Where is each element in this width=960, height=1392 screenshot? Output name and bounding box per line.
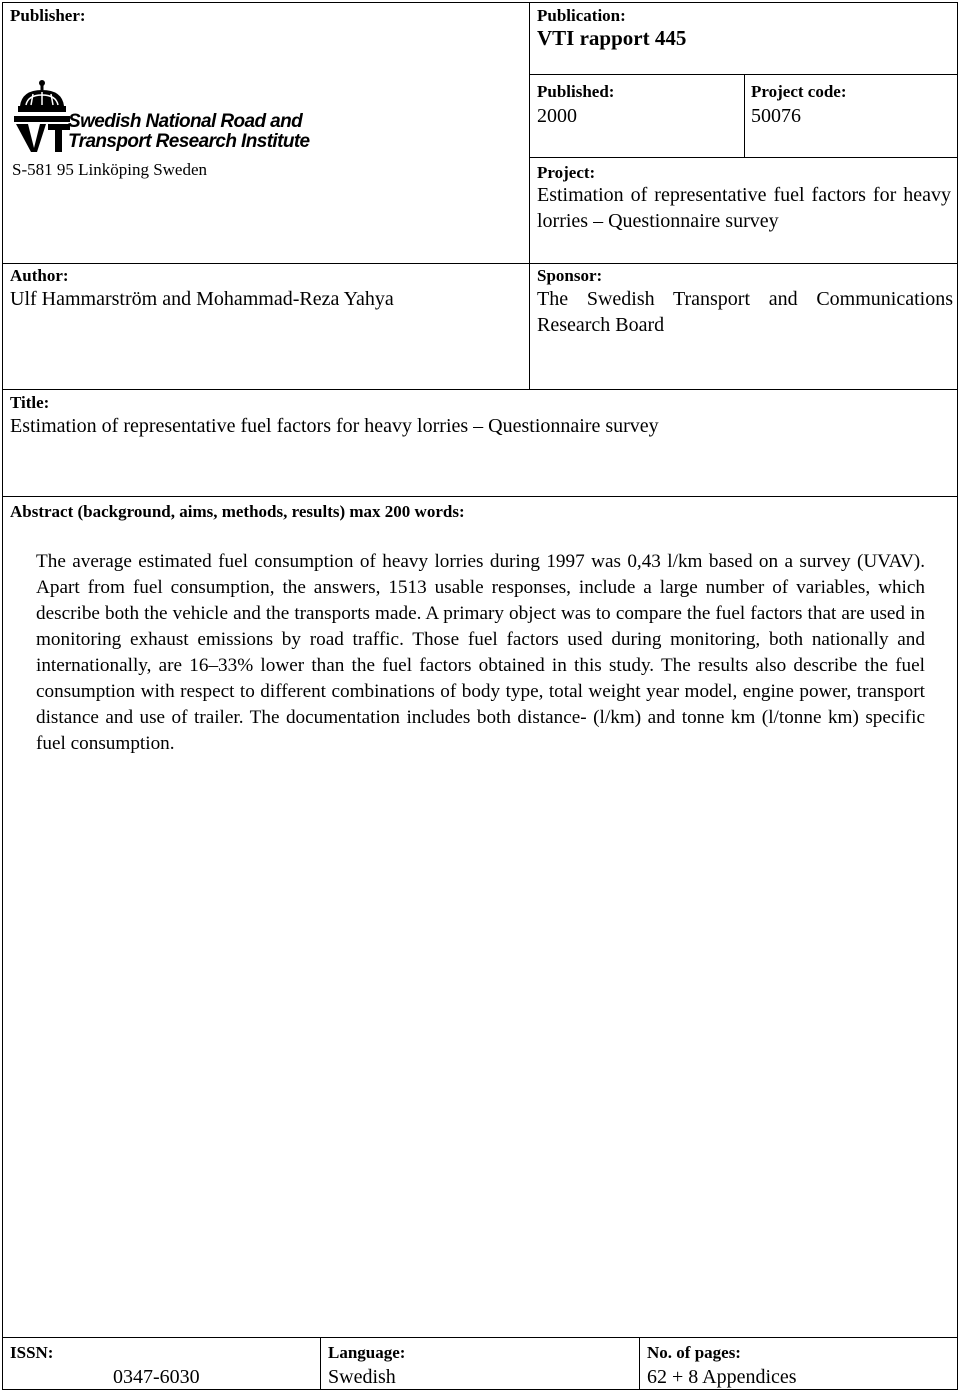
project-value: Estimation of representative fuel factors for heavy lorries – Questionnaire survey	[537, 184, 951, 232]
abstract-text: The average estimated fuel consumption of heavy lorries during 1997 was 0,43 l/km based on a survey (UVAV). Apart from fuel consumption, the answers, 1513 usable responses, include a large number of variables, which describe both the vehicle and the transports made. A primary object was to compare the fuel factors that are used in monitoring exhaust emissions by road traffic. Those fuel factors used during monitoring, both nationally and internationally, are 16–33% lower than the fuel factors obtained in this study. The results also describe the fuel consumption with respect to different combinations of body type, total weight year model, engine power, transport distance and use of trailer. The documentation includes both distance- (l/km) and tonne km (l/tonne km) specific fuel consumption.	[36, 551, 925, 754]
title-cell	[2, 389, 958, 497]
publication-label: Publication:	[537, 6, 626, 25]
sponsor-value: The Swedish Transport and Communications Research Board	[537, 288, 953, 336]
project-code-label: Project code:	[751, 82, 847, 101]
vti-logo	[12, 78, 312, 158]
language-label: Language:	[328, 1343, 406, 1362]
author-label: Author:	[10, 266, 69, 285]
crown-emblem-icon	[12, 78, 72, 154]
published-label: Published:	[537, 82, 615, 101]
pages-value: 62 + 8 Appendices	[647, 1366, 797, 1388]
title-label: Title:	[10, 393, 50, 412]
issn-label: ISSN:	[10, 1343, 54, 1362]
project-label: Project:	[537, 163, 596, 182]
logo-text-line2: Transport Research Institute	[68, 131, 310, 152]
publisher-label: Publisher:	[10, 6, 86, 25]
author-value: Ulf Hammarström and Mohammad-Reza Yahya	[10, 288, 394, 310]
issn-value: 0347-6030	[113, 1366, 200, 1388]
language-value: Swedish	[328, 1366, 396, 1388]
published-value: 2000	[537, 105, 577, 127]
logo-text	[68, 112, 310, 152]
sponsor-label: Sponsor:	[537, 266, 603, 285]
title-value: Estimation of representative fuel factors for heavy lorries – Questionnaire survey	[10, 415, 659, 437]
abstract-label: Abstract (background, aims, methods, results) max 200 words:	[10, 502, 465, 521]
pages-label: No. of pages:	[647, 1343, 741, 1362]
logo-text-line1: Swedish National Road and	[68, 111, 303, 132]
publisher-address: S-581 95 Linköping Sweden	[12, 160, 208, 179]
publication-value: VTI rapport 445	[537, 26, 687, 50]
project-code-value: 50076	[751, 105, 801, 127]
author-cell	[2, 263, 530, 390]
